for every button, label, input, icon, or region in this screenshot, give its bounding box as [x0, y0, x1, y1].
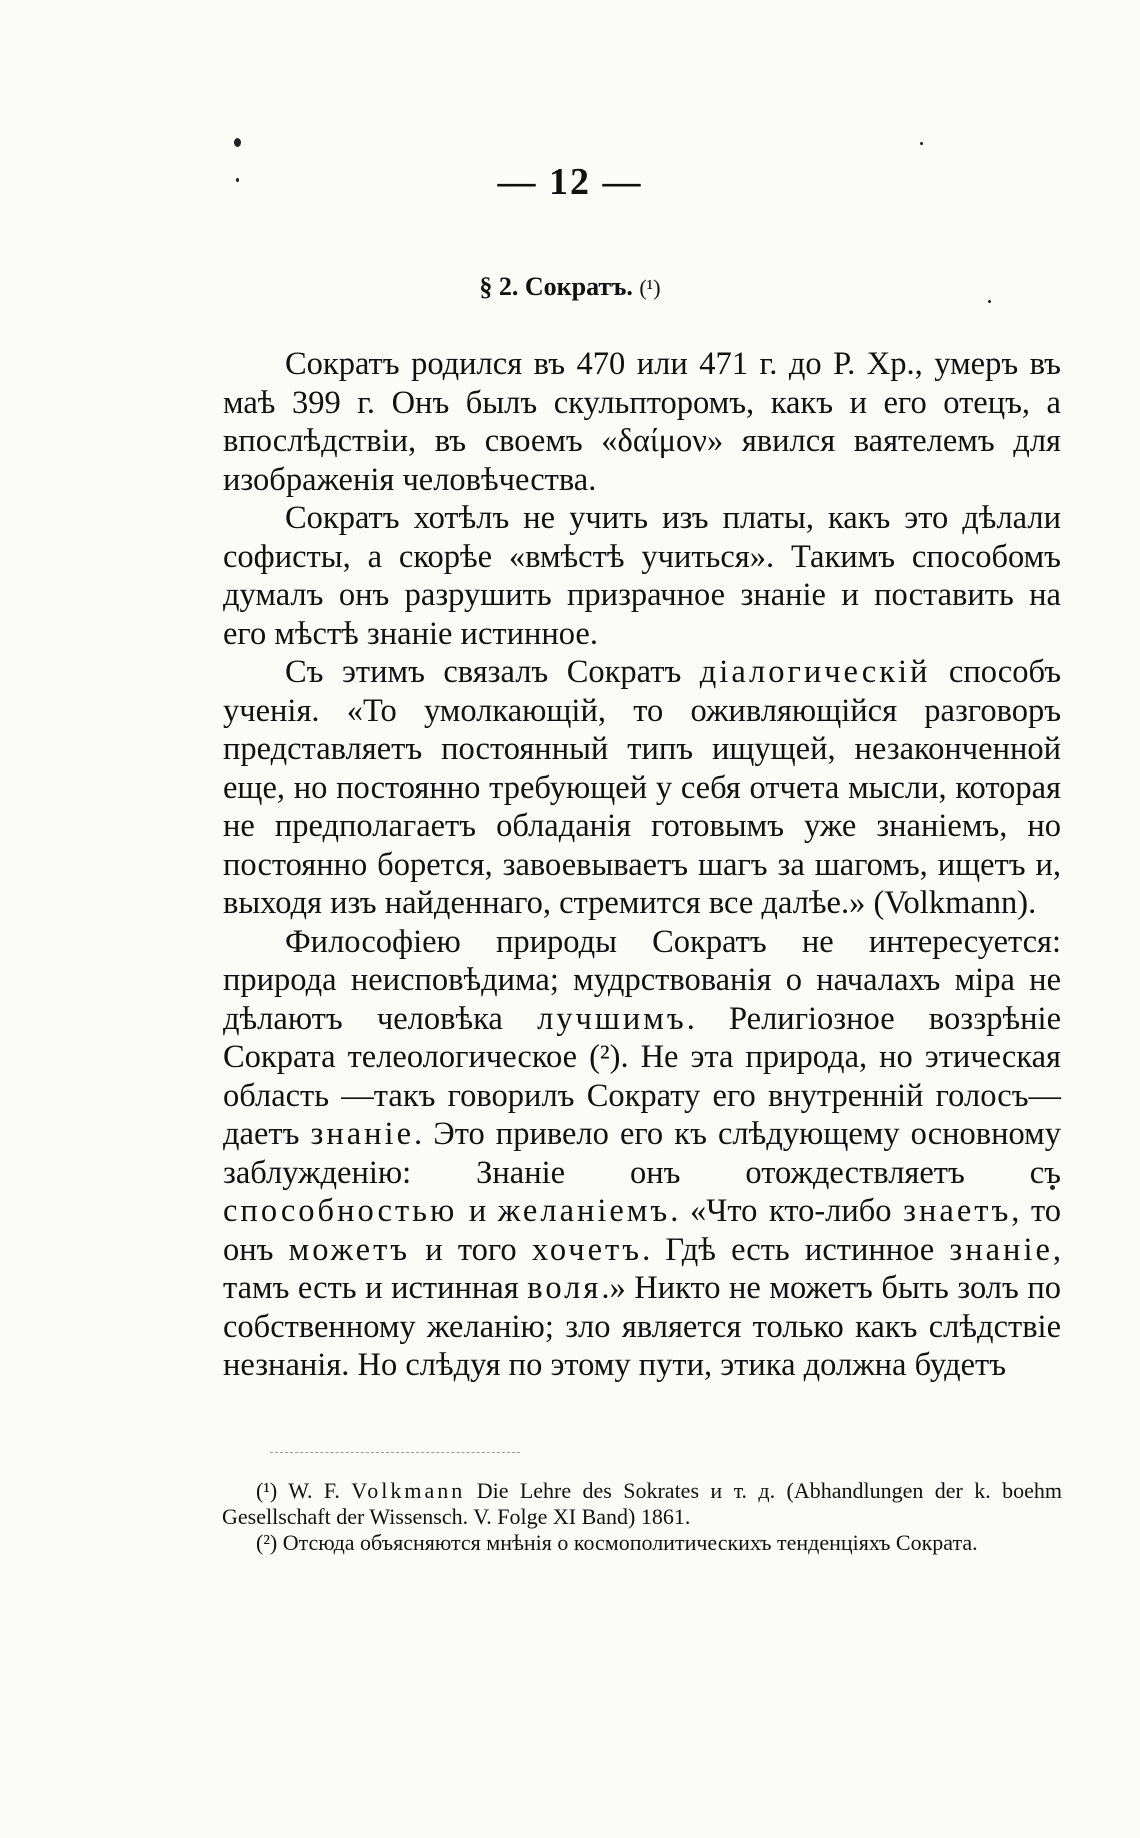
p4-text-a: Философіею природы Сократъ не интересуется: природа неисповѣдима; мудрствованія о началахъ міра не дѣлаютъ человѣка — [223, 923, 1061, 1037]
footnote-2-mark: (²) — [256, 1530, 278, 1555]
p4-spaced-5: знаетъ — [903, 1193, 1012, 1229]
p4-text-i: , тамъ есть и истинная — [223, 1231, 1062, 1306]
footnote-divider — [270, 1452, 520, 1453]
footnote-1-mark: (¹) — [256, 1478, 278, 1503]
p4-spaced-4: желаніемъ — [497, 1193, 671, 1229]
footnote-1-author-name: Volkmann — [351, 1478, 466, 1503]
p4-spaced-9: воля — [527, 1270, 602, 1306]
p4-text-f: , то онъ — [223, 1193, 1062, 1268]
p4-text-b: . Религіозное воззрѣніе Сократа телеологическое (²). Не эта природа, но этическая область —такъ говорилъ Сократу его внутренній голосъ—даетъ — [223, 1000, 1062, 1152]
p4-text-h: . Гдѣ есть истинное — [642, 1231, 935, 1268]
footnote-2 — [222, 1530, 1062, 1556]
footnote-1 — [222, 1478, 1062, 1530]
p4-spaced-3: способностью — [223, 1193, 458, 1229]
p4-spaced-2: знаніе — [310, 1116, 415, 1152]
p4-text-c: . Это привело его къ слѣдующему основному заблужденію: Знаніе онъ отождествляетъ съ — [223, 1116, 1061, 1191]
p3-text-a: Съ этимъ связалъ Сократъ — [285, 654, 682, 690]
footnotes — [222, 1478, 1062, 1556]
paragraph-2: Сократъ хотѣлъ не учить изъ платы, какъ это дѣлали софисты, а скорѣе «вмѣстѣ учиться». Такимъ способомъ думалъ онъ разрушить призрачное знаніе и поставить на его мѣстѣ знаніе истинное. — [223, 500, 1061, 652]
p4-text-g: и того — [425, 1231, 517, 1268]
paragraph-3 — [223, 653, 1061, 923]
p4-text-e: . «Что кто-либо — [670, 1193, 892, 1229]
section-heading — [0, 272, 1140, 302]
p3-spaced-word: діалогическій — [699, 654, 931, 690]
p4-spaced-7: хочетъ — [531, 1231, 643, 1268]
p4-text-j: .» Никто не можетъ быть золъ по собственному желанію; зло является только какъ слѣдствіе незнанія. Но слѣдуя по этому пути, этика должна будетъ — [223, 1270, 1062, 1383]
footnote-1-author: W. F. — [288, 1478, 340, 1503]
footnote-1-text: Die Lehre des Sokrates и т. д. (Abhandlungen der k. boehm Gesellschaft der Wissensch. V. Folge XI Band) 1861. — [222, 1478, 1062, 1529]
footnote-2-text: Отсюда объясняются мнѣнія о космополитическихъ тенденціяхъ Сократа. — [282, 1530, 978, 1555]
paragraph-4 — [223, 923, 1061, 1385]
p3-text-b: способъ ученія. «То умолкающій, то оживляющійся разговоръ представляетъ постоянный типъ ищущей, незаконченной еще, но постоянно требующей у себя отчета мысли, которая не предполагаетъ обладанія готовымъ уже знаніемъ, но постоянно борется, завоевываетъ шагъ за шагомъ, ищетъ и, выходя изъ найденнаго, стремится все далѣе.» (Volkmann). — [223, 654, 1062, 921]
p4-spaced-8: знаніе — [949, 1231, 1053, 1268]
p4-spaced-6: можетъ — [288, 1231, 411, 1268]
paragraph-1: Сократъ родился въ 470 или 471 г. до Р. Хр., умеръ въ маѣ 399 г. Онъ былъ скульпторомъ, какъ и его отецъ, а впослѣдствіи, въ своемъ «δαίμον» явился ваятелемъ для изображенія человѣчества. — [223, 346, 1061, 498]
page-number: — 12 — — [497, 161, 643, 203]
heading-footnote-ref: (¹) — [639, 275, 661, 300]
section-title: § 2. Сократъ. — [479, 272, 633, 301]
body-text — [223, 345, 1061, 1385]
p4-text-d: и — [468, 1193, 487, 1229]
p4-spaced-1: лучшимъ — [537, 1000, 687, 1037]
